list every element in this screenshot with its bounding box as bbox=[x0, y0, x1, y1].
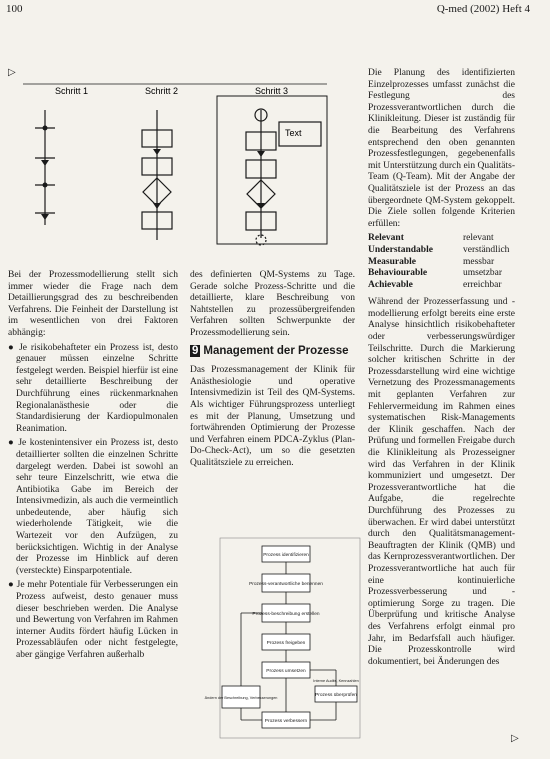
column-3 bbox=[368, 68, 515, 671]
col1-bullet-cost: ● Je kostenintensiver ein Prozess ist, desto detaillierter sollten die einzelnen Schritte dargelegt werden. Dabei ist sowohl an sehr teure Einzelschritt, wie etwa die Antibiotika Gabe im Bereich der Intensivmedizin, als auch die vermeintlich unbedeutende, aber häufig sich wiederholende Tätigkeit, wie die Wartezeit vor den Aufzügen, zu berücksichtigen. Wichtig in der Analyse der Prozesse im Hinblick auf deren (versteckte) Einsparpotentiale. bbox=[8, 438, 178, 576]
col1-bullet-risk: ● Je risikobehafteter ein Prozess ist, desto genauer müssen einzelne Schritte festgelegt werden. Beispiel hierfür ist eine sehr detaillierte Beschreibung der Durchführung eines rückenmarknahen Regionalanästhesie oder die Standardisierung der Kardiopulmonalen Reanimation. bbox=[8, 342, 178, 434]
flow-step-assign: Prozess-verantwortliche benennen bbox=[249, 582, 323, 587]
pdca-flowchart bbox=[204, 538, 360, 738]
col2-paragraph-1: des definierten QM-Systems zu Tage. Gerade solche Prozess-Schritte und die detaillierte, klare Beschreibung von Nahtstellen zu prozessübergreifenden Verfahren sollten Schwerpunkte der Prozessmodellierung sein. bbox=[190, 270, 355, 338]
figure-step1-label: Schritt 1 bbox=[55, 86, 89, 96]
figure-step2-label: Schritt 2 bbox=[145, 86, 179, 96]
column-2 bbox=[190, 270, 355, 473]
journal-title: Q-med (2002) Heft 4 bbox=[436, 3, 530, 15]
flow-step-implement: Prozess umsetzen bbox=[266, 669, 306, 674]
flow-step-check: Prozess überprüfen bbox=[315, 693, 357, 698]
col1-paragraph: Bei der Prozessmodellierung stellt sich immer wieder die Frage nach dem Detaillierungsgrad des zu beschreibenden Verfahrens. Die Feinheit der Darstellung ist im wesentlichen von drei Faktoren abhängig: bbox=[8, 270, 178, 338]
figure-text-box-label: Text bbox=[285, 128, 302, 138]
criteria-row: Understandable verständlich bbox=[368, 244, 510, 255]
flow-step-identify: Prozess identifizieren bbox=[263, 553, 309, 558]
col2-paragraph-2: Das Prozessmanagement der Klinik für Anästhesiologie und operative Intensivmedizin ist Teil des QM-Systems. Als wichtiger Führungsprozess unterliegt es mit der Planung, Umsetzung und fortwährenden Optimierung der Prozesse und Verfahren einem PDCA-Zyklus (Plan-Do-Check-Act), um so die gesetzten Qualitätsziele zu erreichen. bbox=[190, 365, 355, 468]
flow-step-approve: Prozess freigeben bbox=[266, 641, 306, 646]
criteria-list bbox=[368, 233, 515, 291]
column-1 bbox=[8, 270, 178, 665]
col3-paragraph-1: Die Planung des identifizierten Einzelprozesses umfasst zunächst die Festlegung des Prozessverantwortlichen durch die Klinikleitung. Dieser ist zuständig für die Bearbeitung des Verfahrens entsprechend den oben genannten Prozessfestlegungen, gegebenenfalls mit Unterstützung durch ein Qualitäts-Team (Q-Team). Mit der Angabe der Qualitätsziele ist der Prozess an das übergeordnete QM-System gekoppelt. Die Ziele sollen folgende Kriterien erfüllen: bbox=[368, 68, 515, 229]
criteria-row: Measurable messbar bbox=[368, 256, 495, 267]
criteria-row: Relevant relevant bbox=[368, 233, 494, 244]
process-steps-figure bbox=[15, 80, 350, 255]
flow-step-describe: Prozess-beschreibung erstellen bbox=[252, 612, 320, 617]
flow-step-improve: Prozess verbessern bbox=[264, 719, 308, 724]
right-marker-icon: ▷ bbox=[511, 733, 519, 744]
left-marker-icon: ▷ bbox=[8, 67, 16, 78]
page-number: 100 bbox=[6, 3, 23, 15]
col3-paragraph-2: Während der Prozesserfassung und -modellierung erfolgt bereits eine erste Analyse hinsichtlich risikobehafteter oder verbesserungswürdiger Teilschritte. Durch die Markierung solcher kritischen Schritte in der Prozessdarstellung wird eine wichtige Vernetzung des Prozessmanagements mit geplanten Verfahren zur Fehlervermeidung im Rahmen eines systematischen Risk-Managements der Klinik geschaffen. Nach der Prüfung und formellen Freigabe durch die Klinikleitung als Prozesseigner wird das Verfahren in der Klinik kommuniziert und umgesetzt. Der Prozessverantwortliche hat die Aufgabe, die regelrechte Durchführung des Prozesses zu überwachen. Er wird dabei unterstützt durch den Qualitätsmanagement-Beauftragten der Klinik (QMB) und das Kernprozessverantwortlichen. Der Prozessverantwortliche hat auch für eine kontinuierliche Prozessverbesserung und -optimierung Sorge zu tragen. Die Überprüfung und kritische Analyse des Verfahrens erfolgt einmal pro Jahr, im Bedarfsfall auch häufiger. Die Prozesskontrolle wird dokumentiert, bei Änderungen des bbox=[368, 297, 515, 667]
flow-left-note: Ändern der Beschreibung, Verbesserungen bbox=[204, 696, 278, 700]
col1-bullet-potential: ● Je mehr Potentiale für Verbesserungen ein Prozess aufweist, desto genauer muss dieser beschrieben werden. Die Analyse und Bewertung von Verfahren im Rahmen interner Audits fördert häufig Lücken in Prozessabläufen oder nicht festgelegte, aber gängige Verfahren außerhalb bbox=[8, 580, 178, 660]
criteria-row: Behaviourable umsetzbar bbox=[368, 268, 503, 279]
figure-step3-label: Schritt 3 bbox=[255, 86, 289, 96]
section-heading: 9 Management der Prozesse bbox=[192, 344, 349, 357]
criteria-row: Achievable erreichbar bbox=[368, 279, 502, 290]
flow-right-note: Interne Audits, Kennzahlen bbox=[313, 679, 359, 683]
